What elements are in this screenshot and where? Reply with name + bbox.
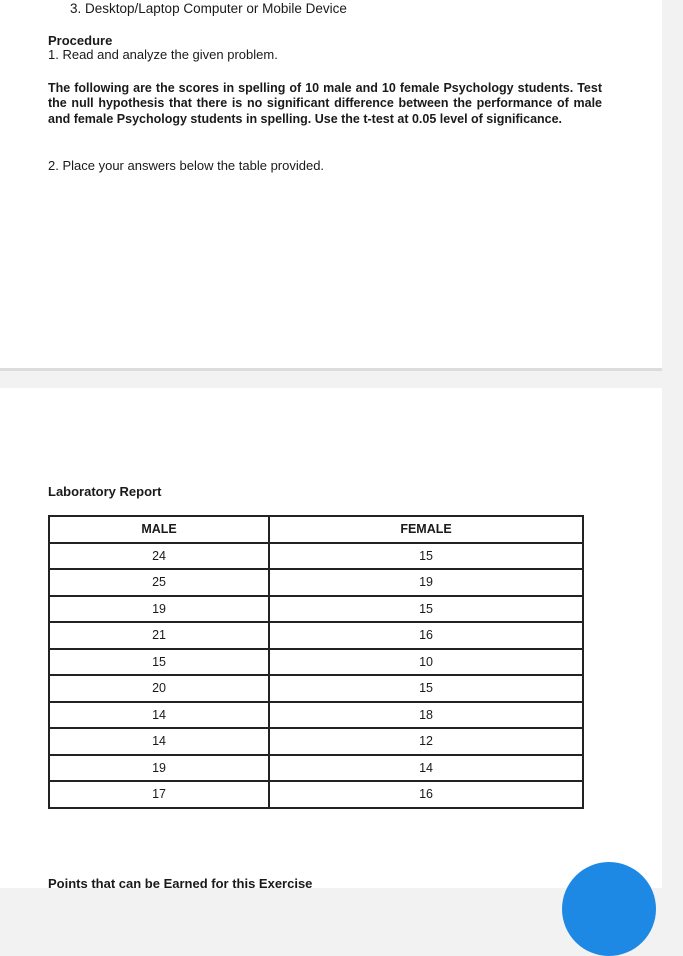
female-score: 15 (269, 675, 583, 702)
male-score: 19 (49, 755, 269, 782)
table-row (49, 596, 583, 623)
procedure-step-2: 2. Place your answers below the table provided. (48, 158, 325, 173)
table-row (49, 728, 583, 755)
male-score: 15 (49, 649, 269, 676)
female-score: 14 (269, 755, 583, 782)
table-row (49, 543, 583, 570)
male-score: 14 (49, 728, 269, 755)
scores-table (48, 515, 584, 809)
table-row (49, 569, 583, 596)
points-heading: Points that can be Earned for this Exercise (48, 876, 313, 891)
female-score: 12 (269, 728, 583, 755)
table-row (49, 675, 583, 702)
male-score: 25 (49, 569, 269, 596)
requirement-item-3: 3. Desktop/Laptop Computer or Mobile Device (70, 1, 347, 16)
male-score: 21 (49, 622, 269, 649)
table-row (49, 702, 583, 729)
table-row (49, 622, 583, 649)
male-score: 19 (49, 596, 269, 623)
male-score: 17 (49, 781, 269, 808)
procedure-step-1: 1. Read and analyze the given problem. (48, 47, 278, 62)
problem-statement: The following are the scores in spelling of 10 male and 10 female Psychology students. Test the null hypothesis that there is no significant difference between the performance of male and female Psychology students in spelling. Use the t-test at 0.05 level of significance. (48, 81, 602, 126)
procedure-heading: Procedure (48, 33, 113, 48)
column-header-female: FEMALE (269, 516, 583, 543)
female-score: 15 (269, 596, 583, 623)
table-row (49, 649, 583, 676)
female-score: 18 (269, 702, 583, 729)
document-page-1 (0, 0, 662, 368)
table-row (49, 755, 583, 782)
female-score: 19 (269, 569, 583, 596)
table-header-row (49, 516, 583, 543)
female-score: 16 (269, 781, 583, 808)
document-page-2 (0, 388, 662, 891)
male-score: 20 (49, 675, 269, 702)
column-header-male: MALE (49, 516, 269, 543)
floating-action-button[interactable] (562, 862, 656, 956)
male-score: 14 (49, 702, 269, 729)
female-score: 16 (269, 622, 583, 649)
male-score: 24 (49, 543, 269, 570)
female-score: 15 (269, 543, 583, 570)
laboratory-report-heading: Laboratory Report (48, 484, 162, 499)
page-divider (0, 368, 662, 371)
female-score: 10 (269, 649, 583, 676)
table-row (49, 781, 583, 808)
